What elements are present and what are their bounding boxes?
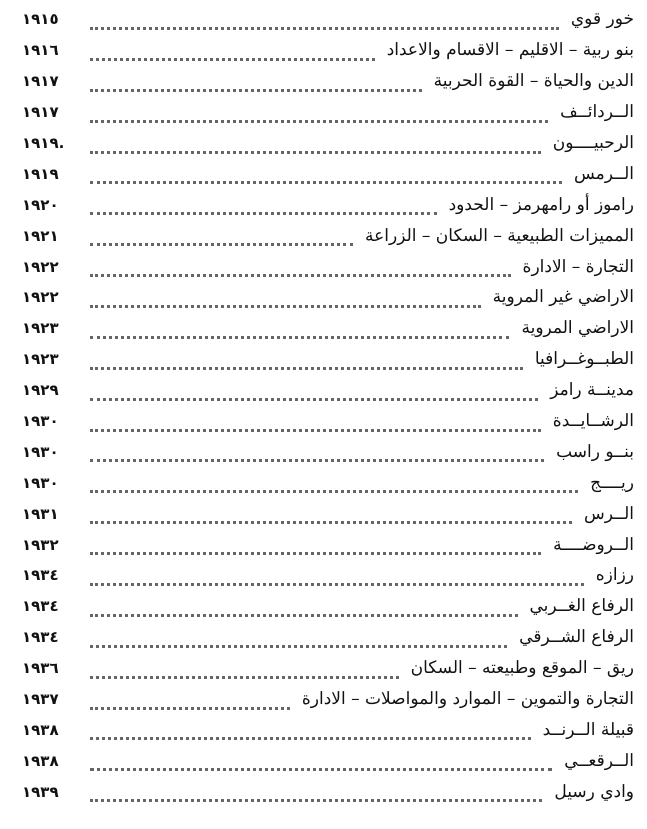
page-number: ١٩٢٢ — [22, 288, 59, 307]
dot-leader — [90, 233, 353, 246]
toc-entry — [22, 745, 634, 776]
page-number: ١٩٢١ — [22, 226, 59, 245]
entry-title: خور قوي — [570, 9, 634, 30]
entry-title: قبيلة الــرنــد — [542, 719, 634, 740]
page-number: ١٩١٧ — [22, 72, 59, 91]
toc-entry — [22, 467, 634, 498]
toc-entry — [22, 776, 634, 807]
dot-leader — [90, 295, 481, 308]
entry-title: وادي رسيل — [554, 781, 634, 802]
page-number: ١٩٣١ — [22, 504, 59, 523]
toc-entry — [22, 128, 634, 159]
toc-entry — [22, 220, 634, 251]
toc-entry — [22, 529, 634, 560]
entry-title: الرحبيــــون — [552, 133, 634, 153]
entry-title: رزازه — [595, 565, 634, 586]
entry-title: مدينــة رامز — [550, 380, 634, 401]
page-number: ١٩١٥ — [22, 10, 59, 29]
entry-title: الــردائــف — [560, 102, 634, 123]
page-number: ١٩١٧ — [22, 103, 59, 122]
page-number: ١٩٢٩ — [22, 381, 59, 400]
toc-entry — [22, 436, 634, 467]
page-number: ١٩١٦ — [22, 41, 59, 60]
dot-leader — [90, 110, 548, 123]
dot-leader — [90, 604, 518, 617]
entry-title: الرفاع الغــربي — [529, 596, 634, 617]
table-of-contents — [22, 4, 634, 807]
dot-leader — [90, 449, 544, 462]
entry-title: التجارة – الادارة — [522, 256, 634, 277]
page-number: ١٩٣٤ — [22, 597, 59, 616]
page-number: ١٩٣٠ — [22, 412, 59, 431]
dot-leader — [90, 326, 509, 339]
toc-entry — [22, 622, 634, 653]
page-number: ١٩٣٠ — [22, 442, 59, 461]
entry-title: الرفاع الشــرقي — [519, 627, 634, 648]
entry-title: الاراضي المروية — [521, 318, 634, 339]
entry-title: الــرس — [584, 503, 634, 524]
toc-entry — [22, 653, 634, 684]
toc-entry — [22, 282, 634, 313]
toc-entry — [22, 714, 634, 745]
toc-entry — [22, 66, 634, 97]
toc-entry — [22, 406, 634, 437]
entry-title: راموز أو رامهرمز – الحدود — [448, 194, 634, 215]
page-number: ١٩٢٢ — [22, 257, 59, 276]
entry-title: الدين والحياة – القوة الحربية — [433, 71, 634, 92]
page-number: ١٩١٩. — [22, 134, 65, 152]
entry-title: الاراضي غير المروية — [492, 287, 634, 308]
dot-leader — [90, 480, 578, 493]
page-number: ١٩٣٤ — [22, 628, 59, 647]
toc-entry — [22, 375, 634, 406]
dot-leader — [90, 758, 552, 771]
toc-entry — [22, 684, 634, 715]
toc-entry — [22, 189, 634, 220]
toc-entry — [22, 560, 634, 591]
dot-leader — [90, 419, 541, 432]
entry-title: المميزات الطبيعية – السكان – الزراعة — [365, 225, 634, 246]
dot-leader — [90, 789, 542, 802]
entry-title: بنو ربية – الاقليم – الاقسام والاعداد — [386, 40, 634, 61]
toc-entry — [22, 313, 634, 344]
toc-entry — [22, 35, 634, 66]
dot-leader — [90, 202, 437, 215]
dot-leader — [90, 48, 375, 61]
entry-title: ريــــج — [590, 472, 634, 493]
page-number: ١٩٣٨ — [22, 751, 59, 770]
page-number: ١٩٣٨ — [22, 720, 59, 739]
page-number: ١٩٣٢ — [22, 535, 59, 554]
entry-title: التجارة والتموين – الموارد والمواصلات – الادارة — [301, 689, 634, 710]
page-number: ١٩٢٣ — [22, 350, 59, 369]
dot-leader — [90, 264, 511, 277]
page-number: ١٩٢٣ — [22, 319, 59, 338]
entry-title: بنــو راسب — [556, 441, 634, 462]
dot-leader — [90, 141, 541, 154]
dot-leader — [90, 727, 531, 740]
dot-leader — [90, 17, 559, 30]
toc-entry — [22, 344, 634, 375]
entry-title: الــروضــــة — [553, 534, 634, 555]
page-number: ١٩٢٠ — [22, 195, 59, 214]
dot-leader — [90, 388, 538, 401]
page-number: ١٩١٩ — [22, 164, 59, 183]
entry-title: الطبــوغــرافيا — [534, 349, 634, 370]
toc-entry — [22, 498, 634, 529]
page-number: ١٩٣٧ — [22, 690, 59, 709]
dot-leader — [90, 357, 523, 370]
dot-leader — [90, 542, 541, 555]
entry-title: ريق – الموقع وطبيعته – السكان — [410, 658, 634, 679]
dot-leader — [90, 171, 562, 184]
entry-title: الــرقعــي — [564, 750, 634, 771]
toc-entry — [22, 158, 634, 189]
dot-leader — [90, 511, 572, 524]
page-number: ١٩٣٩ — [22, 782, 59, 801]
entry-title: الــرمس — [573, 163, 634, 184]
toc-entry — [22, 591, 634, 622]
dot-leader — [90, 79, 422, 92]
page-number: ١٩٣٠ — [22, 473, 59, 492]
dot-leader — [90, 697, 290, 710]
toc-entry — [22, 97, 634, 128]
page-number: ١٩٣٤ — [22, 566, 59, 585]
toc-entry — [22, 4, 634, 35]
dot-leader — [90, 573, 584, 586]
toc-entry — [22, 251, 634, 282]
dot-leader — [90, 635, 507, 648]
dot-leader — [90, 666, 399, 679]
entry-title: الرشــايــدة — [552, 411, 634, 432]
page-number: ١٩٣٦ — [22, 659, 59, 678]
